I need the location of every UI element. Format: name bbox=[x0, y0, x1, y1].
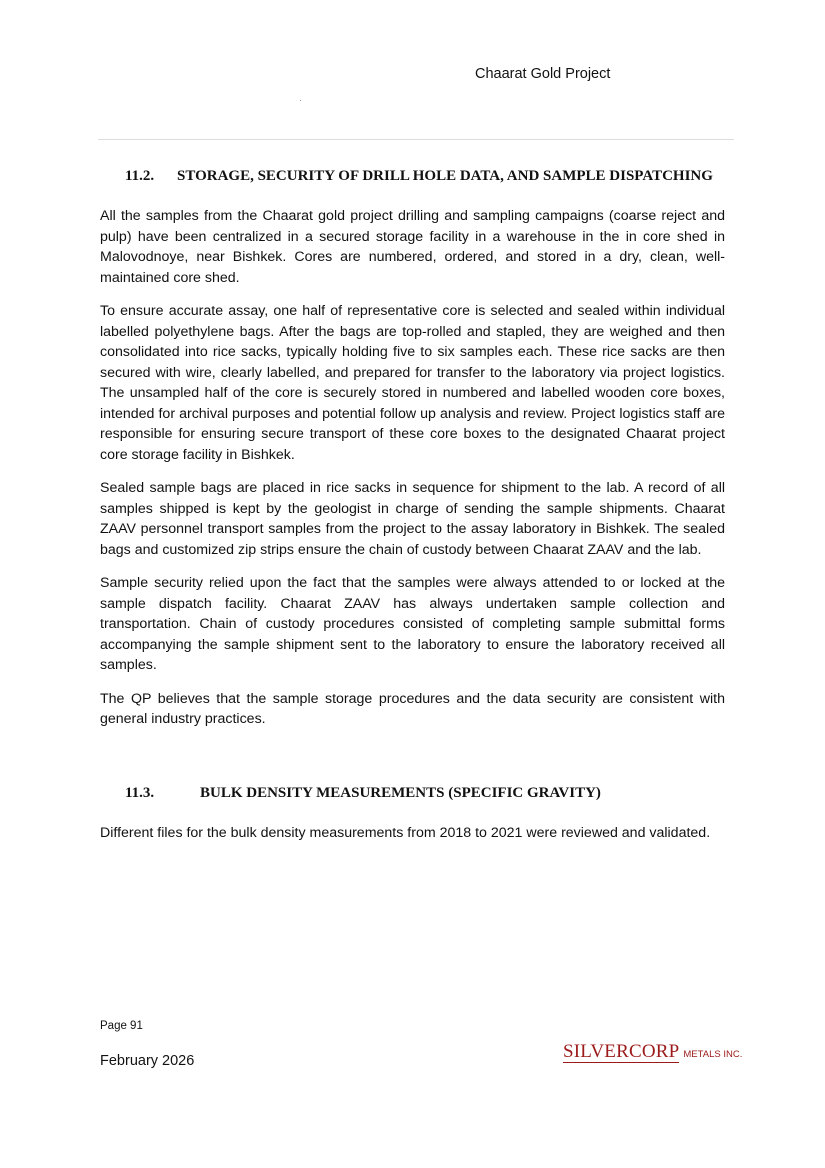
logo-wordmark: SILVERCORP bbox=[563, 1041, 680, 1062]
paragraph: Sealed sample bags are placed in rice sacks in sequence for shipment to the lab. A record of all samples shipped is kept by the geologist in charge of sending the sample shipments. Chaarat ZAAV personnel transport samples from the project to the assay laboratory in Bishkek. The sealed bags and customized zip strips ensure the chain of custody between Chaarat ZAAV and the lab. bbox=[100, 480, 725, 558]
logo-subtitle: METALS INC. bbox=[683, 1049, 743, 1060]
section-heading-11-2 bbox=[100, 166, 725, 186]
section-title: STORAGE, SECURITY OF DRILL HOLE DATA, AND SAMPLE DISPATCHING bbox=[177, 168, 713, 184]
section-number: 11.3. bbox=[125, 784, 155, 801]
section-heading-11-3 bbox=[100, 783, 725, 803]
paragraph: To ensure accurate assay, one half of representative core is selected and sealed within individual labelled polyethylene bags. After the bags are top-rolled and stapled, they are weighed and then consolidated into rice sacks, typically holding five to six samples each. These rice sacks are then secured with wire, clearly labelled, and prepared for transfer to the laboratory via project logistics. The unsampled half of the core is securely stored in numbered and labelled wooden core boxes, intended for archival purposes and potential follow up analysis and review. Project logistics staff are responsible for ensuring secure transport of these core boxes to the designated Chaarat project core storage facility in Bishkek. bbox=[100, 303, 725, 463]
page-content bbox=[100, 166, 725, 856]
header-divider bbox=[98, 139, 734, 140]
page-number: Page 91 bbox=[100, 1020, 143, 1032]
silvercorp-logo bbox=[563, 1042, 742, 1063]
paragraph: Different files for the bulk density measurements from 2018 to 2021 were reviewed and validated. bbox=[100, 824, 711, 841]
paragraph: All the samples from the Chaarat gold project drilling and sampling campaigns (coarse reject and pulp) have been centralized in a secured storage facility in a warehouse in the in core shed in Malovodnoye, near Bishkek. Cores are numbered, ordered, and stored in a dry, clean, well-maintained core shed. bbox=[100, 208, 725, 286]
document-header-title: Chaarat Gold Project bbox=[475, 66, 611, 82]
footer-date: February 2026 bbox=[100, 1053, 195, 1069]
section-title: BULK DENSITY MEASUREMENTS (SPECIFIC GRAVITY) bbox=[200, 784, 601, 801]
header-mark bbox=[300, 100, 301, 101]
paragraph: The QP believes that the sample storage procedures and the data security are consistent with general industry practices. bbox=[100, 690, 725, 727]
section-number: 11.2. bbox=[125, 168, 155, 184]
paragraph: Sample security relied upon the fact that the samples were always attended to or locked at the sample dispatch facility. Chaarat ZAAV has always undertaken sample collection and transportation. Chain of custody procedures consisted of completing sample submittal forms accompanying the sample shipment sent to the laboratory to ensure the laboratory received all samples. bbox=[100, 575, 725, 673]
